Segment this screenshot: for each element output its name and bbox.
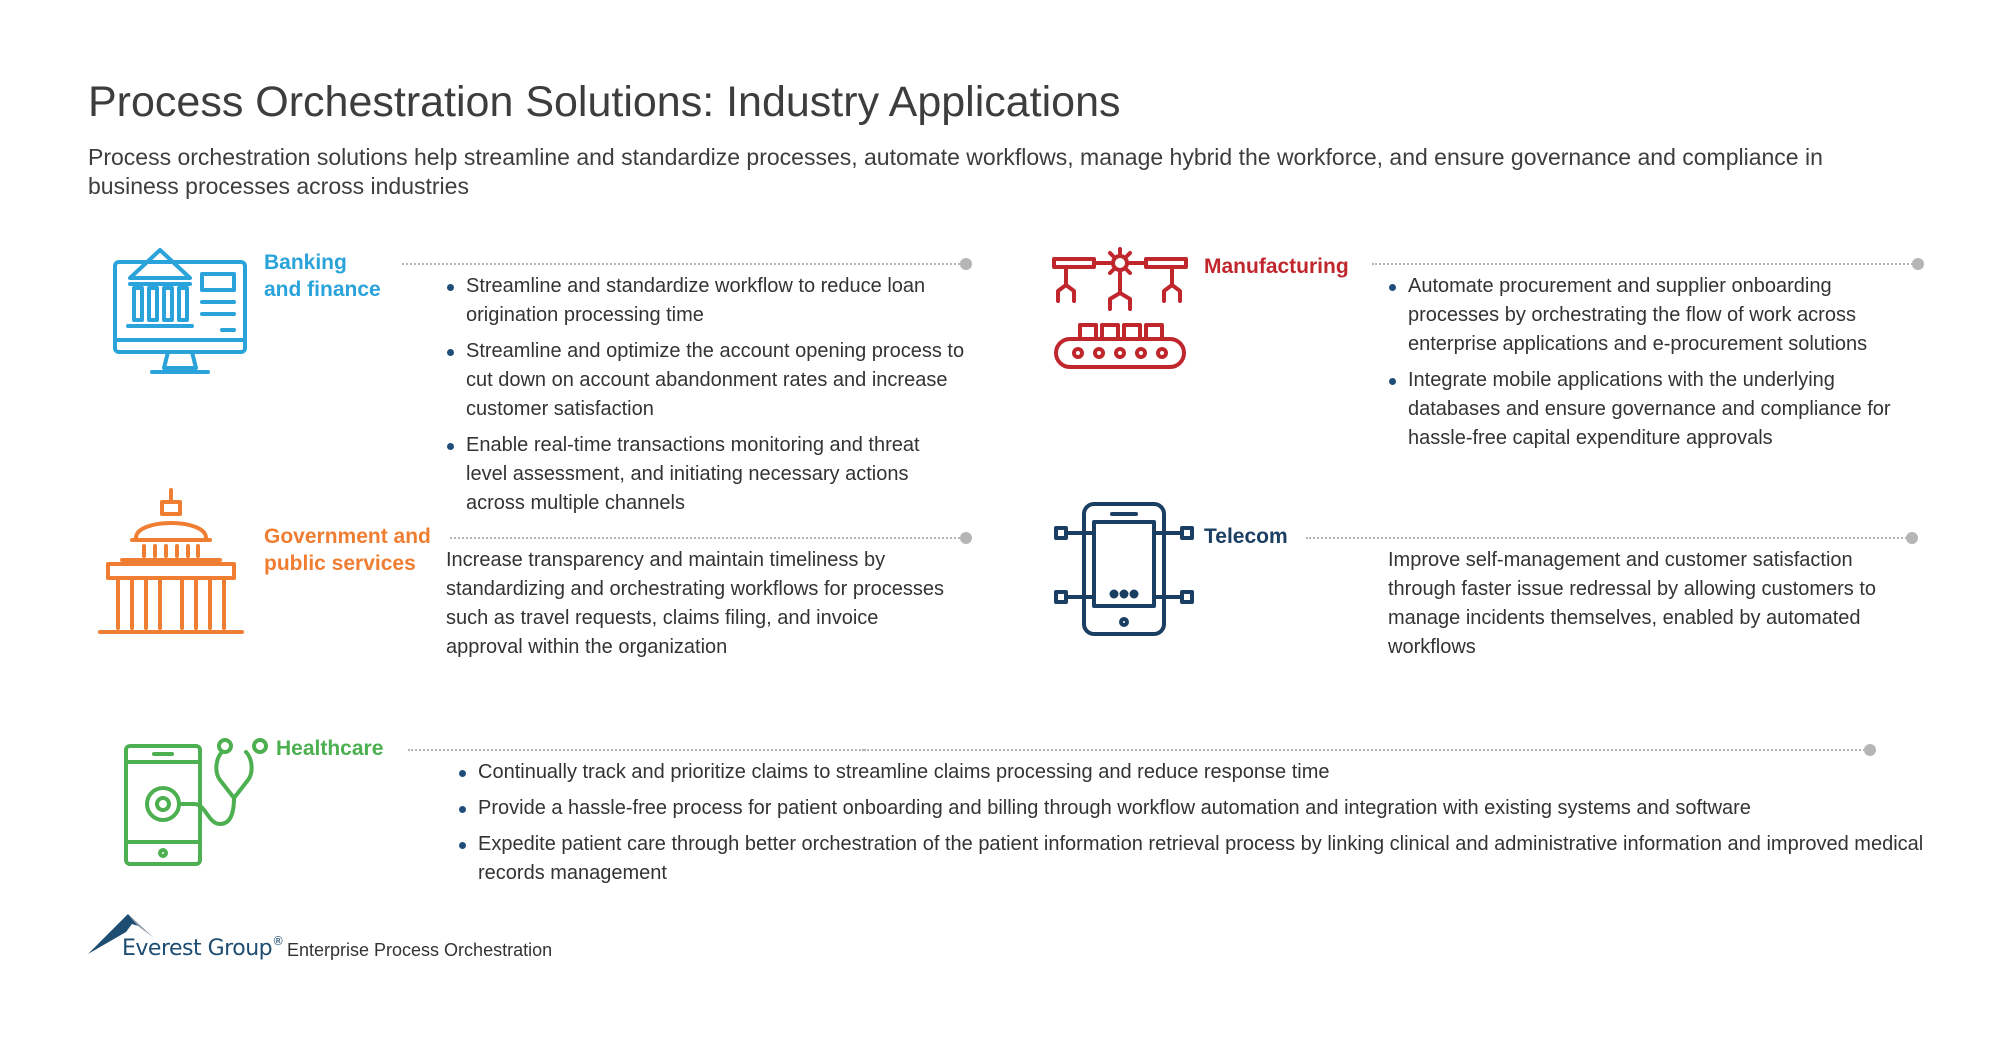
banking-bullets bbox=[446, 272, 966, 525]
industry-label-government bbox=[264, 523, 431, 577]
list-item: Streamline and optimize the account opening process to cut down on account abandonment rates and increase customer satisfaction bbox=[446, 337, 966, 424]
industry-label-manufacturing: Manufacturing bbox=[1204, 255, 1349, 278]
banking-label-line2: and finance bbox=[264, 278, 381, 301]
list-item: Enable real-time transactions monitoring and threat level assessment, and initiating necessary actions across multiple channels bbox=[446, 431, 966, 518]
list-item: Continually track and prioritize claims to streamline claims processing and reduce response time bbox=[458, 758, 1938, 787]
list-item: Expedite patient care through better orchestration of the patient information retrieval process by linking clinical and administrative information and improved medical records management bbox=[458, 830, 1938, 888]
industry-label-healthcare: Healthcare bbox=[276, 737, 384, 760]
page-title: Process Orchestration Solutions: Industry Applications bbox=[88, 78, 1121, 126]
healthcare-bullets bbox=[458, 758, 1938, 895]
registered-mark: ® bbox=[272, 934, 284, 948]
page-subtitle: Process orchestration solutions help streamline and standardize processes, automate workflows, manage hybrid the workforce, and ensure governance and compliance in business processes across industries bbox=[88, 144, 1823, 199]
phone-stethoscope-icon bbox=[124, 734, 272, 868]
footer-report-name: Enterprise Process Orchestration bbox=[287, 940, 553, 960]
manufacturing-bullets bbox=[1388, 272, 1928, 460]
bank-computer-icon bbox=[112, 244, 248, 378]
footer-brand bbox=[122, 936, 284, 961]
banking-divider bbox=[402, 263, 964, 265]
list-item: Integrate mobile applications with the underlying databases and ensure governance and compliance for hassle-free capital expenditure approvals bbox=[1388, 366, 1928, 453]
capitol-building-icon bbox=[98, 488, 244, 638]
government-description: Increase transparency and maintain timeliness by standardizing and orchestrating workflows for processes such as travel requests, claims filing, and invoice approval within the organization bbox=[446, 549, 945, 658]
healthcare-divider-end bbox=[1864, 744, 1876, 756]
telecom-divider-end bbox=[1906, 532, 1918, 544]
government-label-line2: public services bbox=[264, 552, 416, 575]
telecom-description: Improve self-management and customer satisfaction through faster issue redressal by allowing customers to manage incidents themselves, enabled by automated workflows bbox=[1388, 549, 1877, 658]
list-item: Provide a hassle-free process for patient onboarding and billing through workflow automation and integration with existing systems and software bbox=[458, 794, 1938, 823]
banking-divider-end bbox=[960, 258, 972, 270]
robotic-assembly-line-icon bbox=[1052, 245, 1188, 375]
government-label-line1: Government and bbox=[264, 525, 431, 548]
industry-label-banking bbox=[264, 249, 381, 303]
list-item: Automate procurement and supplier onboarding processes by orchestrating the flow of work across enterprise applications and e-procurement solutions bbox=[1388, 272, 1928, 359]
industry-label-telecom: Telecom bbox=[1204, 525, 1288, 548]
smartphone-network-icon bbox=[1054, 500, 1194, 640]
list-item: Streamline and standardize workflow to reduce loan origination processing time bbox=[446, 272, 966, 330]
healthcare-divider-tail bbox=[864, 749, 1868, 751]
manufacturing-divider-end bbox=[1912, 258, 1924, 270]
banking-label-line1: Banking bbox=[264, 251, 347, 274]
government-divider bbox=[450, 537, 964, 539]
government-divider-end bbox=[960, 532, 972, 544]
manufacturing-divider bbox=[1372, 263, 1916, 265]
healthcare-divider bbox=[408, 749, 864, 751]
telecom-divider bbox=[1306, 537, 1910, 539]
footer-brand-name: Everest Group bbox=[122, 936, 273, 961]
